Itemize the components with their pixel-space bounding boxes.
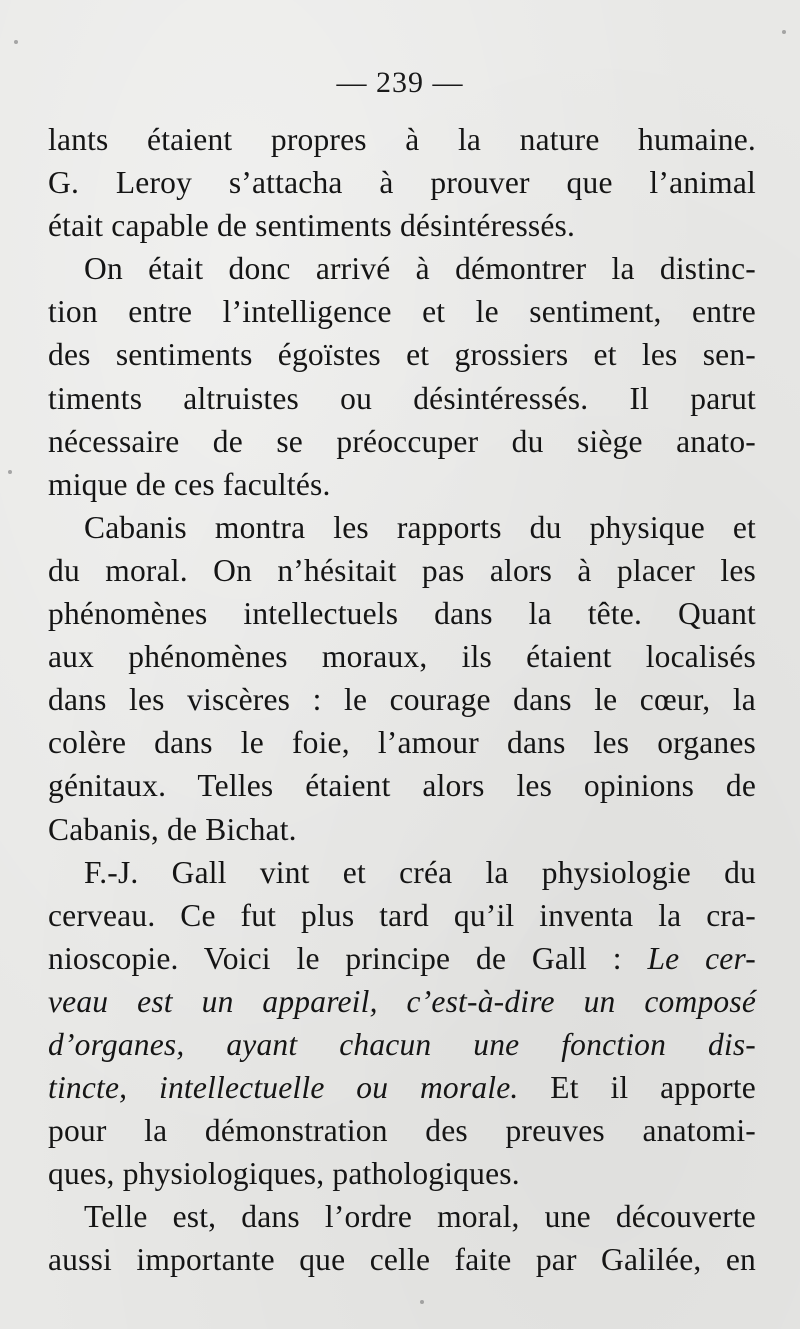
page-number: — 239 — — [336, 66, 464, 99]
text-span: des sentiments égoïstes et grossiers et les sen- — [48, 337, 756, 373]
text-line — [48, 290, 756, 333]
text-line — [48, 420, 756, 463]
text-line — [48, 161, 756, 204]
text-line — [48, 678, 756, 721]
italic-text: d’organes, ayant chacun une fonction dis- — [48, 1026, 756, 1062]
text-line — [48, 118, 756, 161]
text-span: dans les viscères : le courage dans le cœur, la — [48, 682, 756, 718]
text-span: Cabanis, de Bichat. — [48, 811, 297, 847]
text-line — [48, 721, 756, 764]
text-span: phénomènes intellectuels dans la tête. Quant — [48, 596, 756, 632]
italic-text: veau est un appareil, c’est-à-dire un composé — [48, 983, 756, 1019]
text-span: Et il apporte — [518, 1070, 756, 1106]
text-span: Cabanis montra les rapports du physique et — [84, 509, 756, 545]
print-speck — [420, 1300, 424, 1304]
print-speck — [8, 470, 12, 474]
print-speck — [782, 30, 786, 34]
text-span: colère dans le foie, l’amour dans les organes — [48, 725, 756, 761]
text-line — [48, 1109, 756, 1152]
text-span: nécessaire de se préoccuper du siège anato- — [48, 423, 756, 459]
italic-text: tincte, intellectuelle ou morale. — [48, 1070, 519, 1106]
text-line — [48, 377, 756, 420]
text-line — [48, 506, 756, 549]
text-span: pour la démonstration des preuves anatomi- — [48, 1113, 756, 1149]
text-line — [48, 980, 756, 1023]
text-span: On était donc arrivé à démontrer la distinc- — [84, 251, 756, 287]
text-line — [48, 1238, 756, 1281]
text-span: mique de ces facultés. — [48, 466, 331, 502]
text-span: G. Leroy s’attacha à prouver que l’animal — [48, 165, 756, 201]
text-span: ques, physiologiques, pathologiques. — [48, 1156, 520, 1192]
text-span: Telle est, dans l’ordre moral, une découverte — [84, 1199, 756, 1235]
text-line — [48, 1152, 756, 1195]
text-line — [48, 1023, 756, 1066]
text-line — [48, 463, 756, 506]
text-span: génitaux. Telles étaient alors les opinions de — [48, 768, 756, 804]
text-span: nioscopie. Voici le principe de Gall : — [48, 940, 648, 976]
text-span: cerveau. Ce fut plus tard qu’il inventa la cra- — [48, 897, 756, 933]
text-line — [48, 204, 756, 247]
text-span: aussi importante que celle faite par Galilée, en — [48, 1242, 756, 1278]
text-line — [48, 333, 756, 376]
text-span: du moral. On n’hésitait pas alors à placer les — [48, 552, 756, 588]
text-line — [48, 851, 756, 894]
italic-text: Le cer- — [647, 940, 756, 976]
text-line — [48, 808, 756, 851]
text-span: lants étaient propres à la nature humaine. — [48, 122, 756, 157]
text-line — [48, 549, 756, 592]
text-span: F.-J. Gall vint et créa la physiologie du — [84, 854, 756, 890]
text-line — [48, 592, 756, 635]
text-line — [48, 1195, 756, 1238]
text-span: aux phénomènes moraux, ils étaient localisés — [48, 639, 756, 675]
print-speck — [14, 40, 18, 44]
text-line — [48, 635, 756, 678]
body-text — [48, 118, 756, 1282]
text-line — [48, 247, 756, 290]
text-line — [48, 764, 756, 807]
text-line — [48, 894, 756, 937]
text-line — [48, 937, 756, 980]
text-line — [48, 1066, 756, 1109]
text-span: était capable de sentiments désintéressés. — [48, 208, 576, 244]
text-span: tion entre l’intelligence et le sentiment, entre — [48, 294, 756, 330]
text-span: timents altruistes ou désintéressés. Il parut — [48, 380, 756, 416]
